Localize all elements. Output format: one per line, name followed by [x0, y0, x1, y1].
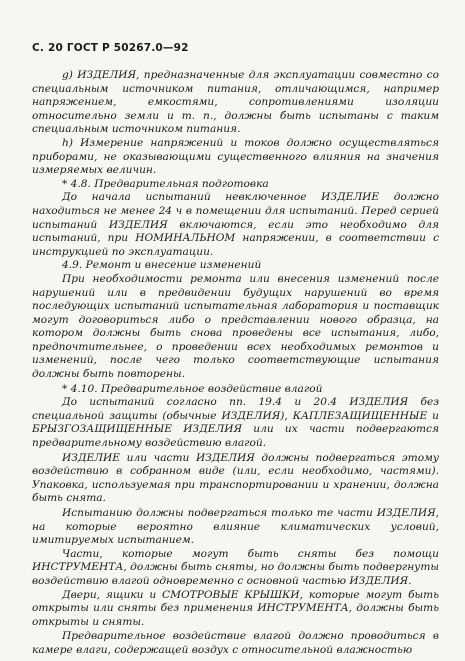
paragraph-doors-covers: Двери, ящики и СМОТРОВЫЕ КРЫШКИ, которые могут быть открыты или сняты без применения ИНСТРУМЕНТА, должны быть открыты и сняты.: [32, 588, 439, 628]
paragraph-removable-parts: Части, которые могут быть сняты без помощи ИНСТРУМЕНТА, должны быть сняты, но должны быть подвергнуты воздействию влагой одновременно с основной частью ИЗДЕЛИЯ.: [32, 547, 439, 587]
body-text: [32, 69, 439, 658]
paragraph-item-g: g) ИЗДЕЛИЯ, предназначенные для эксплуатации совместно со специальным источником питания, отличающимся, например напряжением, емкостями, сопротивлениями изоляции относительно земли и т. п., должны быть испытаны с таким специальным источником питания.: [32, 69, 439, 136]
paragraph-tested-parts: Испытанию должны подвергаться только те части ИЗДЕЛИЯ, на которые вероятно влияние климатических условий, имитируемых испытанием.: [32, 507, 439, 547]
section-heading-4-9: 4.9. Ремонт и внесение изменений: [62, 259, 262, 272]
paragraph-assembly: ИЗДЕЛИЕ или части ИЗДЕЛИЯ должны подвергаться этому воздействию в собранном виде (или, если необходимо, частями). Упаковка, используемая при транспортировании и хранении, должна быть снята.: [32, 451, 439, 505]
section-heading-4-8: * 4.8. Предварительная подготовка: [62, 177, 269, 190]
page-header: С. 20 ГОСТ Р 50267.0—92: [32, 42, 189, 54]
paragraph-item-h: h) Измерение напряжений и токов должно осуществляться приборами, не оказывающими существенного влияния на значения измеряемых величин.: [32, 136, 439, 177]
paragraph-preparation: До начала испытаний невключенное ИЗДЕЛИЕ должно находиться не менее 24 ч в помещении для испытаний. Перед серией испытаний ИЗДЕЛИЯ включаются, если это необходимо для испытаний, при НОМИНАЛЬНОМ напряжении, в соответствии с инструкцией по эксплуатации.: [32, 191, 439, 258]
paragraph-humidity-chamber: Предварительное воздействие влагой должно проводиться в камере влаги, содержащей воздух с относительной влажностью: [32, 630, 439, 656]
section-heading-4-10: * 4.10. Предварительное воздействие влагой: [62, 382, 323, 395]
paragraph-repair: При необходимости ремонта или внесения изменений после нарушений или в предвидении будущих нарушений во время последующих испытаний испытательная лаборатория и поставщик могут договориться либо о представлении нового образца, на котором должны быть снова проведены все испытания, либо, предпочтительнее, о проведении всех необходимых ремонтов и изменений, после чего только соответствующие испытания должны быть повторены.: [32, 272, 439, 381]
paragraph-humidity-intro: До испытаний согласно пп. 19.4 и 20.4 ИЗДЕЛИЯ без специальной защиты (обычные ИЗДЕЛИЯ), КАПЛЕЗАЩИЩЕННЫЕ и БРЫЗГОЗАЩИЩЕННЫЕ ИЗДЕЛИЯ или их части подвергаются предварительному воздействию влагой.: [32, 396, 439, 450]
